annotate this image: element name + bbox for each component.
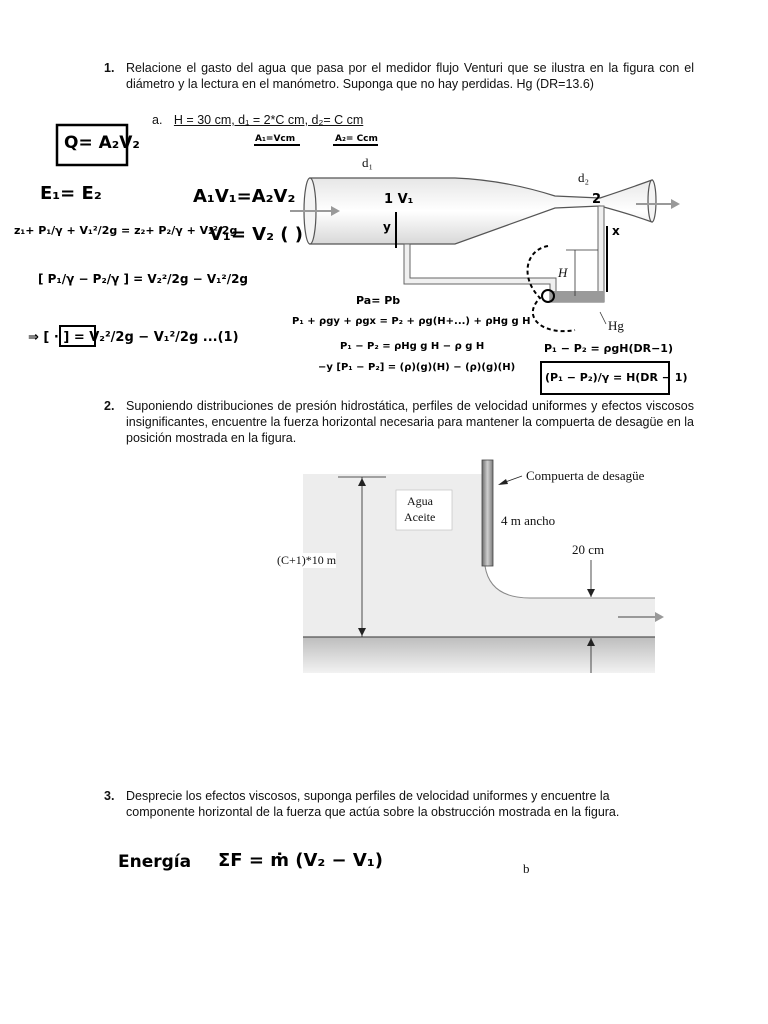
q3-figure-letter: b [523,861,530,876]
hand-manometer-eq: P₁ + ρgy + ρgx = P₂ + ρg(H+...) + ρHg g H [292,316,531,327]
flow-arrow-head [655,612,664,622]
question-2-text: Suponiendo distribuciones de presión hidrostática, perfiles de velocidad uniformes y efectos viscosos insignificantes, encuentre la fuerza horizontal necesaria para mantener la compuerta de desagüe en la posición mostrada en la figura. [126,399,694,445]
hand-a2: A₂= Ccm [335,134,378,144]
gate-label-arrow [498,479,508,485]
venturi-d1-label: d₁ [362,155,374,170]
hand-v1v2: V₁= V₂ ( ) [209,224,303,245]
sluice-gate [482,460,493,566]
opening-arrow-top [587,589,595,597]
mercury-column [550,291,604,302]
gate-width-label: 4 m ancho [501,513,556,528]
venturi-h-label: H [558,265,568,280]
hand-line-3: −y [P₁ − P₂] = (ρ)(g)(H) − (ρ)(g)(H) [318,362,516,373]
question-1a-letter: a. [152,113,163,127]
hand-continuity: A₁V₁=A₂V₂ [193,186,296,207]
hand-a1v1: A₁=Vcm [255,134,296,144]
fluid-water-label: Agua [407,494,433,508]
hg-leader [600,312,606,324]
gate-label: Compuerta de desagüe [526,468,645,483]
question-3-text: Desprecie los efectos viscosos, suponga perfiles de velocidad uniformes y encuentre la componente horizontal de la fuerza que actúa sobre la obstrucción mostrada en la figura. [126,789,620,819]
question-3-number: 3. [104,789,115,803]
venturi-figure [290,178,680,331]
hand-momentum: ΣF = ṁ (V₂ − V₁) [218,850,383,871]
outlet-arrow-head [671,199,680,209]
question-1a-text: H = 30 cm, d₁ = 2*C cm, d₂= C cm [173,113,364,127]
hand-point-1: 1 V₁ [384,192,414,207]
venturi-d2-label: d₂ [578,170,590,185]
hand-boxed-eq: P₁ − P₂ = ρgH(DR−1) [544,342,673,355]
gate-figure [303,460,664,673]
hand-point-2: 2 [592,192,602,207]
hand-energia: Energía [118,852,192,872]
opening-label: 20 cm [572,542,605,557]
question-1-number: 1. [104,61,115,75]
hand-boxed-eq-2: (P₁ − P₂)/γ = H(DR − 1) [545,371,688,384]
hand-pa-pb: Pa= Pb [356,294,401,307]
hand-y-label: y [383,220,391,234]
hand-pressure-diff: [ P₁/γ − P₂/γ ] = V₂²/2g − V₁²/2g [38,272,249,286]
hand-x-label: x [612,224,620,238]
depth-label: (C+1)*10 m [277,553,337,567]
fluid-oil-label: Aceite [404,510,436,524]
hand-boxed-q: Q= A₂V₂ [64,133,140,153]
hand-energy: E₁= E₂ [40,183,102,204]
channel-floor [303,637,655,673]
hand-line-2: P₁ − P₂ = ρHg g H − ρ g H [340,341,485,352]
pipe-outlet-end [648,180,656,222]
flow-channel [485,566,655,637]
question-2-number: 2. [104,399,115,413]
question-1-text: Relacione el gasto del agua que pasa por el medidor flujo Venturi que se ilustra en la figura con el diámetro y la lectura en el manómetro. Suponga que no hay perdidas. Hg (DR=13.6) [126,61,694,91]
venturi-hg-label: Hg [608,318,624,333]
hand-bernoulli: z₁+ P₁/γ + V₁²/2g = z₂+ P₂/γ + V₂²/2g [14,224,238,237]
outflow-surface [485,566,655,598]
hand-result: ⇒ [ · ] = V₂²/2g − V₁²/2g ...(1) [28,330,239,345]
